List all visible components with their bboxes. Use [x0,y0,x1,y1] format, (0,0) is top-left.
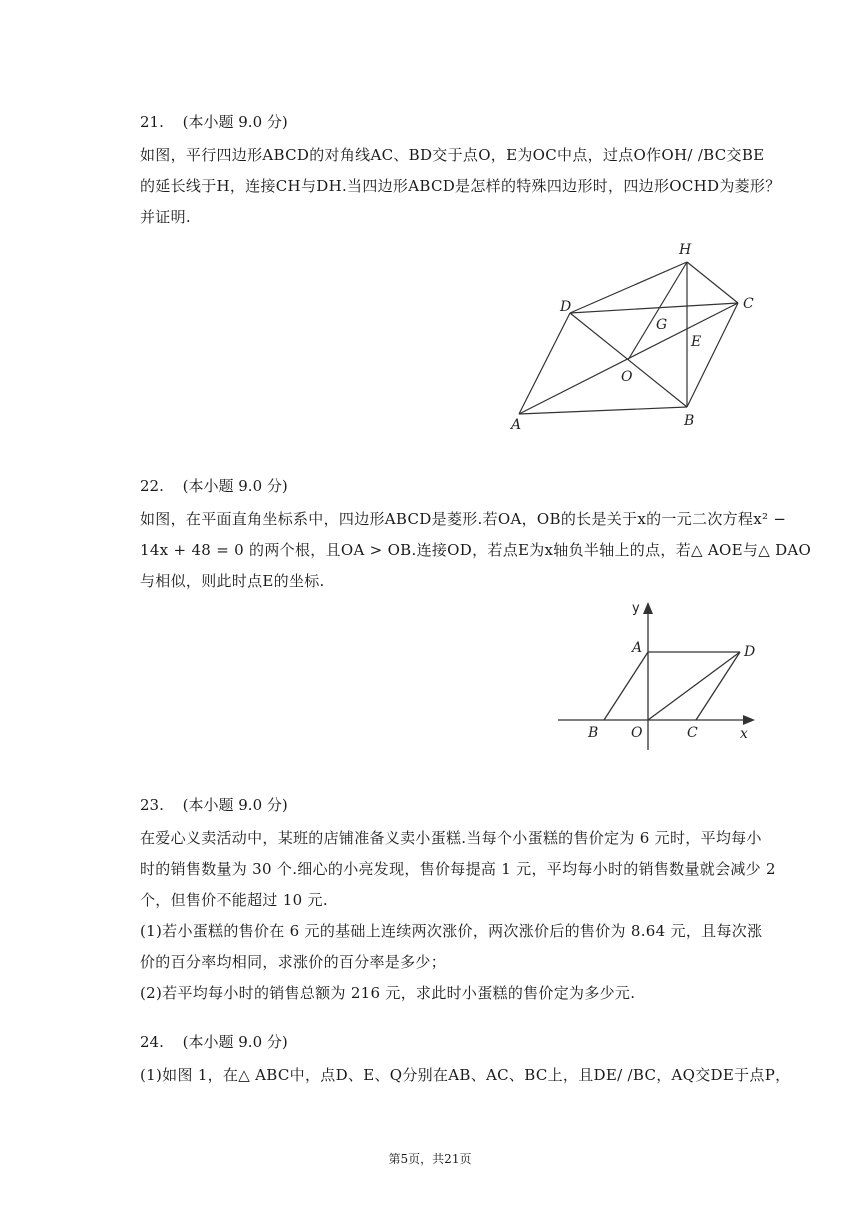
label-E: E [691,334,702,350]
label-D: D [744,644,756,660]
question-points: (本小题 9.0 分) [182,1033,288,1051]
question-23 [140,795,776,1009]
question-body [140,823,776,1009]
question-body [140,140,781,233]
text-line: 如图，平行四边形ABCD的对角线AC、BD交于点O，E为OC中点，过点O作OH/ /BC交BE [140,146,765,164]
text-line: 在爱心义卖活动中，某班的店铺准备义卖小蛋糕.当每个小蛋糕的售价定为 6 元时，平均每小 [140,829,762,847]
question-number: 21. [140,113,164,131]
label-D: D [560,299,572,315]
label-O: O [621,369,633,385]
question-header [140,1032,760,1052]
coordinate-figure [550,598,770,758]
x-axis-arrow-icon [743,715,755,725]
text-line: (1)如图 1，在△ ABC中，点D、E、Q分别在AB、AC、BC上，且DE/ /BC，AQ交DE于点P， [140,1066,791,1084]
question-number: 24. [140,1033,164,1051]
label-B: B [684,413,695,429]
text-line: 的延长线于H，连接CH与DH.当四边形ABCD是怎样的特殊四边形时，四边形OCHD为菱形？ [140,177,781,195]
text-line: 与相似，则此时点E的坐标. [140,572,325,590]
text-line: 时的销售数量为 30 个.细心的小亮发现，售价每提高 1 元，平均每小时的销售数量就会减少 2 [140,860,776,878]
label-O: O [631,725,643,741]
question-21 [140,112,781,233]
label-C: C [687,725,698,741]
question-24 [140,1032,791,1091]
label-x: x [740,726,748,742]
question-header [140,112,760,132]
page-footer: 第5页，共21页 [388,1152,472,1166]
text-line: (2)若平均每小时的销售总额为 216 元，求此时小蛋糕的售价定为多少元. [140,984,636,1002]
text-line: 如图，在平面直角坐标系中，四边形ABCD是菱形.若OA，OB的长是关于x的一元二次方程x² − [140,510,787,528]
question-points: (本小题 9.0 分) [182,796,288,814]
label-H: H [679,242,692,258]
label-G: G [656,317,668,333]
question-body [140,504,812,597]
question-points: (本小题 9.0 分) [182,477,288,495]
text-line: (1)若小蛋糕的售价在 6 元的基础上连续两次涨价，两次涨价后的售价为 8.64 元，且每次涨 [140,922,763,940]
label-B: B [588,725,599,741]
parallelogram-figure [500,236,770,436]
label-A: A [632,640,643,656]
question-number: 23. [140,796,164,814]
label-A: A [511,417,522,433]
text-line: 14x + 48 = 0 的两个根，且OA > OB.连接OD，若点E为x轴负半轴上的点，若△ AOE与△ DAO [140,541,812,559]
question-body [140,1060,791,1091]
text-line: 价的百分率均相同，求涨价的百分率是多少； [140,953,447,971]
text-line: 并证明. [140,208,191,226]
y-axis-arrow-icon [643,602,653,614]
label-C: C [743,296,754,312]
question-number: 22. [140,477,164,495]
question-header [140,476,760,496]
text-line: 个，但售价不能超过 10 元. [140,891,328,909]
label-y: y [632,601,640,616]
question-points: (本小题 9.0 分) [182,113,288,131]
question-22 [140,476,812,597]
question-header [140,795,760,815]
